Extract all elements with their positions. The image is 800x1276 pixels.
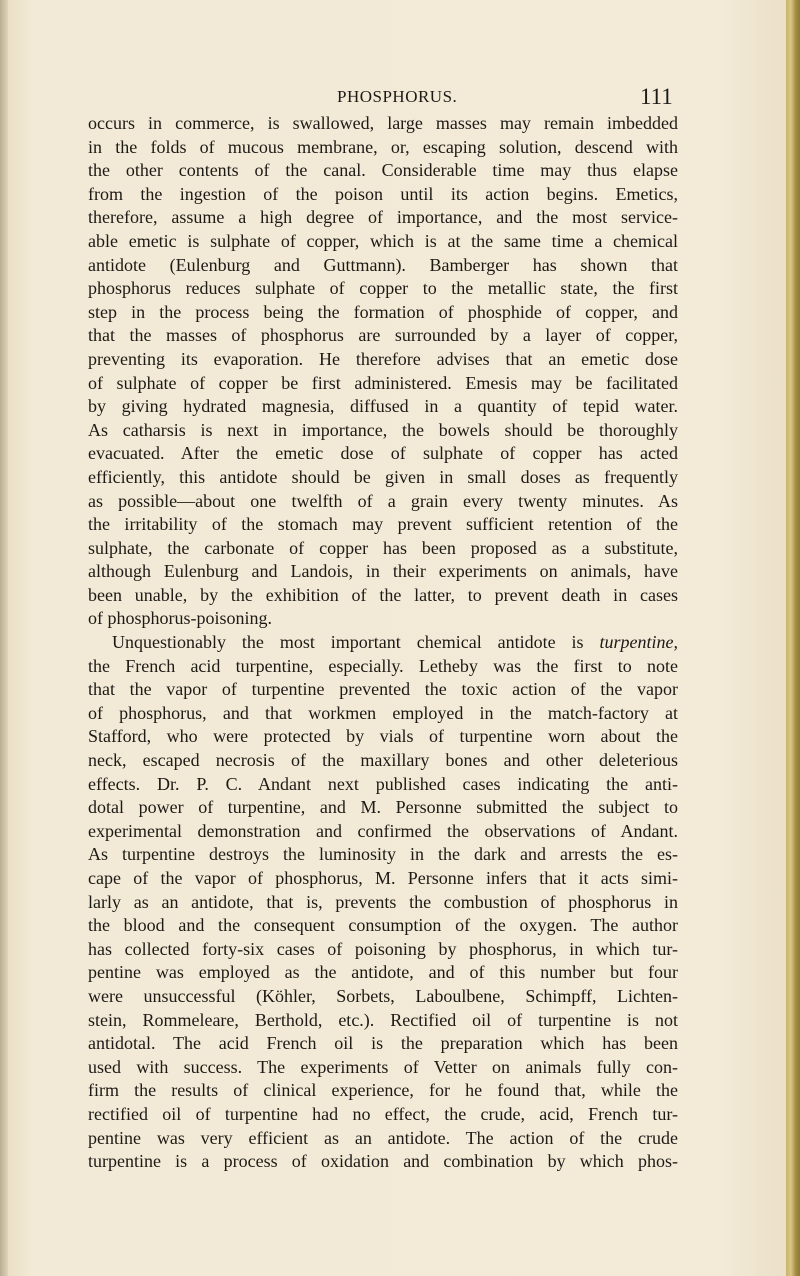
text-line: been unable, by the exhibition of the latter, to prevent death in cases <box>88 584 678 605</box>
text-line: As turpentine destroys the luminosity in the dark and arrests the es- <box>88 844 678 865</box>
text-line: used with success. The experiments of Vetter on animals fully con- <box>88 1056 678 1077</box>
text-line: rectified oil of turpentine had no effect, the crude, acid, French tur- <box>88 1103 678 1124</box>
text-line: neck, escaped necrosis of the maxillary bones and other deleterious <box>88 750 678 771</box>
text-line: effects. Dr. P. C. Andant next published cases indicating the anti- <box>88 773 678 794</box>
text-line: Stafford, who were protected by vials of turpentine worn about the <box>88 726 678 747</box>
text-line: therefore, assume a high degree of importance, and the most service- <box>88 207 678 228</box>
text-line: dotal power of turpentine, and M. Personne submitted the subject to <box>88 797 678 818</box>
text-line: pentine was employed as the antidote, and of this number but four <box>88 962 678 983</box>
text-line: As catharsis is next in importance, the bowels should be thoroughly <box>88 419 678 440</box>
text-span: Unquestionably the most important chemical antidote is <box>112 632 600 653</box>
text-line: that the masses of phosphorus are surrounded by a layer of copper, <box>88 325 678 346</box>
text-line: able emetic is sulphate of copper, which is at the same time a chemical <box>88 230 678 251</box>
text-line: efficiently, this antidote should be given in small doses as frequently <box>88 466 678 487</box>
text-line: that the vapor of turpentine prevented the toxic action of the vapor <box>88 679 678 700</box>
text-line: from the ingestion of the poison until its action begins. Emetics, <box>88 183 678 204</box>
body-text <box>88 112 678 1174</box>
text-line: the other contents of the canal. Considerable time may thus elapse <box>88 160 678 181</box>
text-line: although Eulenburg and Landois, in their experiments on animals, have <box>88 561 678 582</box>
text-line: antidotal. The acid French oil is the preparation which has been <box>88 1033 678 1054</box>
text-line: the blood and the consequent consumption of the oxygen. The author <box>88 915 678 936</box>
text-line: of phosphorus, and that workmen employed in the match-factory at <box>88 702 678 723</box>
text-line-paragraph-start <box>88 631 678 655</box>
text-line: by giving hydrated magnesia, diffused in a quantity of tepid water. <box>88 396 678 417</box>
text-line: in the folds of mucous membrane, or, escaping solution, descend with <box>88 136 678 157</box>
text-line: were unsuccessful (Köhler, Sorbets, Laboulbene, Schimpff, Lichten- <box>88 985 678 1006</box>
page-right-edge <box>786 0 800 1276</box>
text-line: experimental demonstration and confirmed the observations of Andant. <box>88 820 678 841</box>
text-line: the irritability of the stomach may prevent sufficient retention of the <box>88 514 678 535</box>
text-line: has collected forty-six cases of poisoning by phosphorus, in which tur- <box>88 938 678 959</box>
text-line: step in the process being the formation of phosphide of copper, and <box>88 301 678 322</box>
text-line: cape of the vapor of phosphorus, M. Personne infers that it acts simi- <box>88 868 678 888</box>
text-line: occurs in commerce, is swallowed, large masses may remain imbedded <box>88 113 678 133</box>
text-line: stein, Rommeleare, Berthold, etc.). Rectified oil of turpentine is not <box>88 1009 678 1030</box>
italic-term: turpentine, <box>599 632 678 653</box>
text-line: antidote (Eulenburg and Guttmann). Bamberger has shown that <box>88 254 678 275</box>
text-line: as possible—about one twelfth of a grain every twenty minutes. As <box>88 490 678 511</box>
text-line: preventing its evaporation. He therefore advises that an emetic dose <box>88 348 678 369</box>
text-line: phosphorus reduces sulphate of copper to the metallic state, the first <box>88 278 678 299</box>
text-line: evacuated. After the emetic dose of sulphate of copper has acted <box>88 443 678 464</box>
text-line: of sulphate of copper be first administered. Emesis may be facilitated <box>88 372 678 393</box>
text-line: larly as an antidote, that is, prevents the combustion of phosphorus in <box>88 891 678 912</box>
page-left-edge <box>0 0 8 1276</box>
text-line: the French acid turpentine, especially. Letheby was the first to note <box>88 655 678 676</box>
text-line-paragraph-end: of phosphorus-poisoning. <box>88 608 272 629</box>
page-number: 111 <box>640 84 673 109</box>
text-line: sulphate, the carbonate of copper has been proposed as a substitute, <box>88 537 678 558</box>
text-line: pentine was very efficient as an antidote. The action of the crude <box>88 1127 678 1148</box>
running-head: PHOSPHORUS. <box>337 87 458 106</box>
text-line: turpentine is a process of oxidation and combination by which phos- <box>88 1151 678 1172</box>
text-line: firm the results of clinical experience, for he found that, while the <box>88 1080 678 1101</box>
